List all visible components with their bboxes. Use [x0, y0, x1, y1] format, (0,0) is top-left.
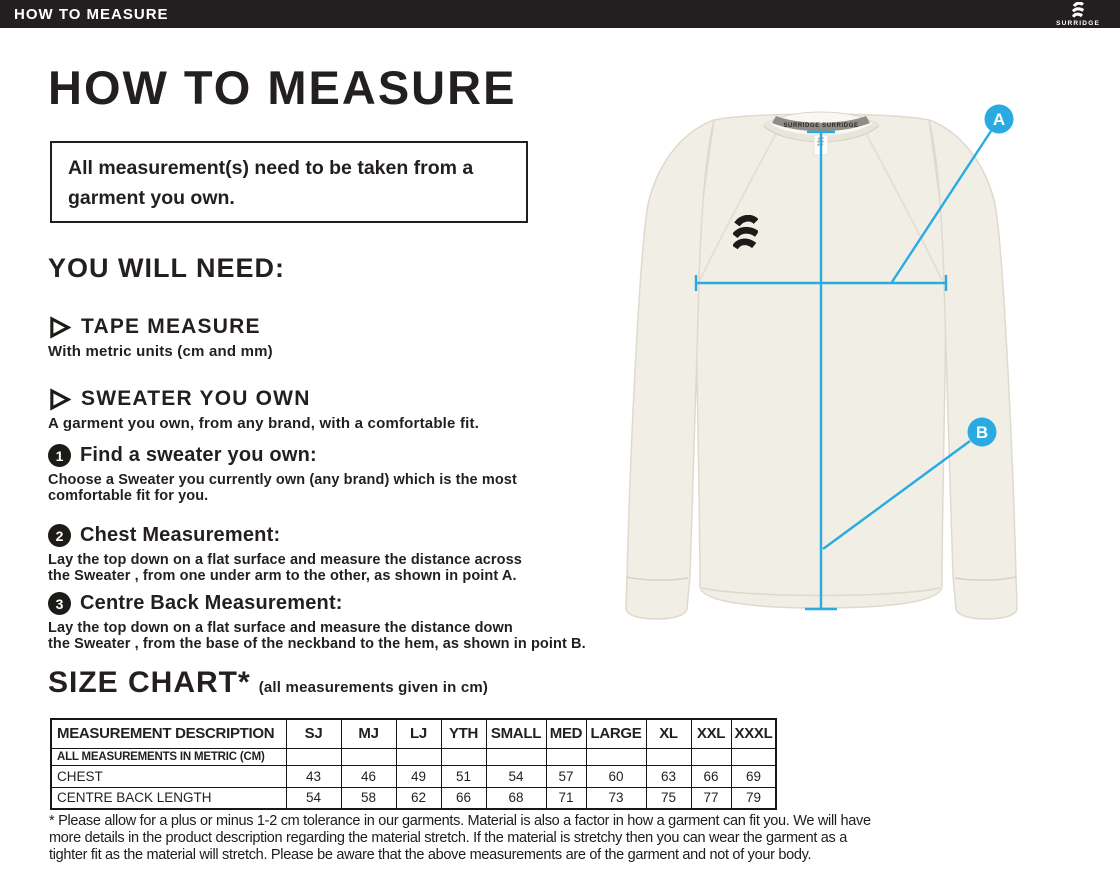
size-value-cell [691, 748, 731, 765]
notice-line-2: garment you own. [68, 186, 235, 209]
size-value-cell: 49 [396, 765, 441, 787]
size-value-cell: 63 [646, 765, 691, 787]
footnote [49, 813, 1104, 864]
you-will-need-heading: YOU WILL NEED: [48, 253, 286, 283]
size-value-cell: 71 [546, 787, 586, 809]
neck-tape-label: SURRIDGE SURRIDGE [783, 123, 859, 129]
size-value-cell: 66 [691, 765, 731, 787]
top-bar [0, 0, 1120, 28]
col-header-size: XXL [691, 719, 731, 748]
point-b-label: B [975, 423, 989, 442]
col-header-size: XXXL [731, 719, 776, 748]
size-value-cell [586, 748, 646, 765]
surridge-s-icon [1072, 2, 1084, 19]
step-1-title: Find a sweater you own: [80, 444, 317, 466]
step-2-body-line-1: Lay the top down on a flat surface and measure the distance across [48, 552, 522, 568]
size-value-cell [731, 748, 776, 765]
size-value-cell [441, 748, 486, 765]
size-value-cell: 68 [486, 787, 546, 809]
size-value-cell: 46 [341, 765, 396, 787]
size-value-cell: 69 [731, 765, 776, 787]
size-value-cell: 77 [691, 787, 731, 809]
notice-box [50, 141, 528, 223]
col-header-size: SMALL [486, 719, 546, 748]
size-value-cell: 60 [586, 765, 646, 787]
need-item-sweater [48, 387, 479, 432]
size-value-cell: 51 [441, 765, 486, 787]
triangle-bullet-icon [48, 316, 71, 339]
step-1-body-line-1: Choose a Sweater you currently own (any brand) which is the most [48, 472, 517, 488]
step-1-number-badge: 1 [48, 444, 71, 467]
point-a-label: A [992, 110, 1006, 129]
row-label: ALL MEASUREMENTS IN METRIC (CM) [51, 748, 286, 765]
size-value-cell: 62 [396, 787, 441, 809]
size-chart-table [50, 718, 777, 810]
surridge-logo [1056, 2, 1106, 27]
step-1-body-line-2: comfortable fit for you. [48, 487, 209, 504]
size-value-cell [341, 748, 396, 765]
table-row [51, 765, 776, 787]
need-item-description: A garment you own, from any brand, with a comfortable fit. [48, 415, 480, 432]
col-header-measurement-description: MEASUREMENT DESCRIPTION [51, 719, 286, 748]
table-row [51, 748, 776, 765]
size-value-cell: 43 [286, 765, 341, 787]
page-title: HOW TO MEASURE [48, 61, 517, 114]
size-value-cell: 57 [546, 765, 586, 787]
step-3-body-line-2: the Sweater , from the base of the neckband to the hem, as shown in point B. [48, 635, 586, 652]
size-value-cell: 66 [441, 787, 486, 809]
step-3-title: Centre Back Measurement: [80, 592, 343, 614]
step-2-title: Chest Measurement: [80, 524, 281, 546]
size-value-cell: 75 [646, 787, 691, 809]
step-3-number-badge: 3 [48, 592, 71, 615]
need-item-label: SWEATER YOU OWN [81, 387, 311, 410]
col-header-size: XL [646, 719, 691, 748]
step-3-body-line-1: Lay the top down on a flat surface and measure the distance down [48, 620, 513, 636]
size-chart-title: SIZE CHART* [48, 666, 251, 699]
size-value-cell [646, 748, 691, 765]
size-value-cell: 79 [731, 787, 776, 809]
row-label: CHEST [51, 765, 286, 787]
triangle-bullet-icon [48, 388, 71, 411]
size-chart-subtitle: (all measurements given in cm) [258, 679, 489, 696]
step-1 [48, 444, 517, 504]
table-header-row [51, 719, 776, 748]
table-row [51, 787, 776, 809]
top-bar-title: HOW TO MEASURE [14, 5, 169, 23]
step-2-body-line-2: the Sweater , from one under arm to the other, as shown in point A. [48, 567, 517, 584]
surridge-brand-text: SURRIDGE [1056, 19, 1100, 27]
col-header-size: MED [546, 719, 586, 748]
step-2-number-badge: 2 [48, 524, 71, 547]
col-header-size: SJ [286, 719, 341, 748]
size-value-cell: 58 [341, 787, 396, 809]
size-value-cell [396, 748, 441, 765]
step-3 [48, 592, 586, 652]
size-value-cell: 54 [486, 765, 546, 787]
size-value-cell [486, 748, 546, 765]
need-item-tape-measure [48, 315, 273, 360]
need-item-description: With metric units (cm and mm) [48, 343, 273, 360]
size-value-cell: 54 [286, 787, 341, 809]
col-header-size: YTH [441, 719, 486, 748]
step-2 [48, 524, 522, 584]
col-header-size: LJ [396, 719, 441, 748]
col-header-size: LARGE [586, 719, 646, 748]
size-value-cell [546, 748, 586, 765]
size-value-cell [286, 748, 341, 765]
footnote-line-2: more details in the product description regarding the material stretch. If the material is stretchy then you can wear the garment as a [49, 830, 847, 846]
row-label: CENTRE BACK LENGTH [51, 787, 286, 809]
footnote-line-3: tighter fit as the material will stretch. Please be aware that the above measurements are of the garment and not of your body. [49, 847, 812, 863]
col-header-size: MJ [341, 719, 396, 748]
footnote-line-1: * Please allow for a plus or minus 1-2 cm tolerance in our garments. Material is also a factor in how a garment can fit you. We will have [49, 813, 871, 829]
size-value-cell: 73 [586, 787, 646, 809]
size-chart-heading [48, 666, 488, 700]
sweater-diagram [600, 28, 1120, 628]
notice-line-1: All measurement(s) need to be taken from a [68, 157, 474, 179]
need-item-label: TAPE MEASURE [81, 315, 261, 338]
